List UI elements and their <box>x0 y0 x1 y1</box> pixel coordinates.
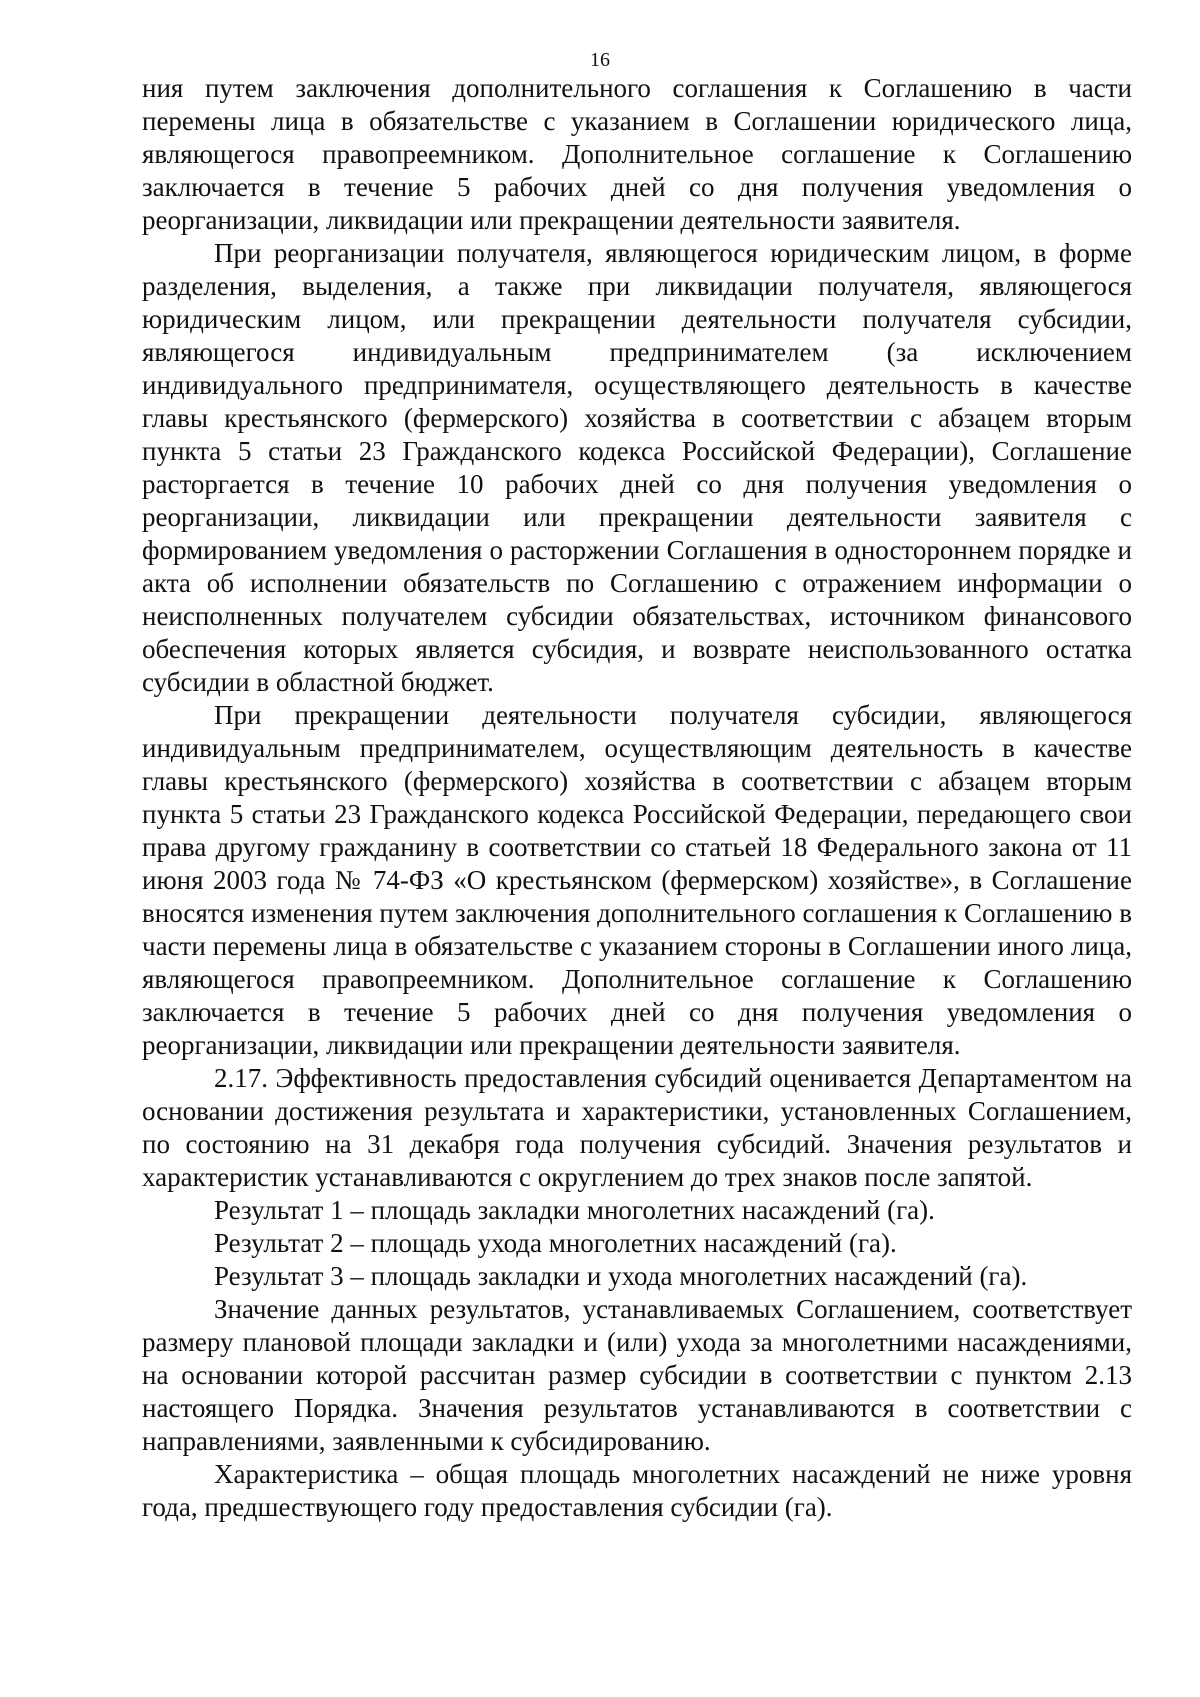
result-2: Результат 2 – площадь ухода многолетних насаждений (га). <box>214 1228 897 1258</box>
paragraph-continuation: ния путем заключения дополнительного соглашения к Соглашению в части перемены лица в обязательстве с указанием в Соглашении юридического лица, являющегося правопреемником. Дополнительное соглашение к Соглашению заключается в течение 5 рабочих дней со дня получения уведомления о реорганизации, ликвидации или прекращении деятельности заявителя. <box>142 73 1132 235</box>
paragraph-results-value: Значение данных результатов, устанавливаемых Соглашением, соответствует размеру плановой площади закладки и (или) ухода за многолетними насаждениями, на основании которой рассчитан размер субсидии в соответствии с пунктом 2.13 настоящего Порядка. Значения результатов устанавливаются в соответствии с направлениями, заявленными к субсидированию. <box>142 1294 1132 1456</box>
paragraph-reorganization: При реорганизации получателя, являющегося юридическим лицом, в форме разделения, выделения, а также при ликвидации получателя, являющегося юридическим лицом, или прекращении деятельности получателя субсидии, являющегося индивидуальным предпринимателем (за исключением индивидуального предпринимателя, осуществляющего деятельность в качестве главы крестьянского (фермерского) хозяйства в соответствии с абзацем вторым пункта 5 статьи 23 Гражданского кодекса Российской Федерации), Соглашение расторгается в течение 10 рабочих дней со дня получения уведомления о реорганизации, ликвидации или прекращении деятельности заявителя с формированием уведомления о расторжении Соглашения в одностороннем порядке и акта об исполнении обязательств по Соглашению с отражением информации о неисполненных получателем субсидии обязательствах, источником финансового обеспечения которых является субсидия, и возврате неиспользованного остатка субсидии в областной бюджет. <box>142 238 1132 697</box>
document-body <box>142 72 1132 1524</box>
paragraph-termination: При прекращении деятельности получателя субсидии, являющегося индивидуальным предпринимателем, осуществляющим деятельность в качестве главы крестьянского (фермерского) хозяйства в соответствии с абзацем вторым пункта 5 статьи 23 Гражданского кодекса Российской Федерации, передающего свои права другому гражданину в соответствии со статьей 18 Федерального закона от 11 июня 2003 года № 74-ФЗ «О крестьянском (фермерском) хозяйстве», в Соглашение вносятся изменения путем заключения дополнительного соглашения к Соглашению в части перемены лица в обязательстве с указанием стороны в Соглашении иного лица, являющегося правопреемником. Дополнительное соглашение к Соглашению заключается в течение 5 рабочих дней со дня получения уведомления о реорганизации, ликвидации или прекращении деятельности заявителя. <box>142 700 1132 1060</box>
result-3: Результат 3 – площадь закладки и ухода многолетних насаждений (га). <box>214 1261 1028 1291</box>
result-1: Результат 1 – площадь закладки многолетних насаждений (га). <box>214 1195 935 1225</box>
paragraph-characteristic: Характеристика – общая площадь многолетних насаждений не ниже уровня года, предшествующего году предоставления субсидии (га). <box>142 1459 1132 1522</box>
page-number: 16 <box>590 49 610 71</box>
paragraph-2-17: 2.17. Эффективность предоставления субсидий оценивается Департаментом на основании достижения результата и характеристики, установленных Соглашением, по состоянию на 31 декабря года получения субсидий. Значения результатов и характеристик устанавливаются с округлением до трех знаков после запятой. <box>142 1063 1132 1192</box>
